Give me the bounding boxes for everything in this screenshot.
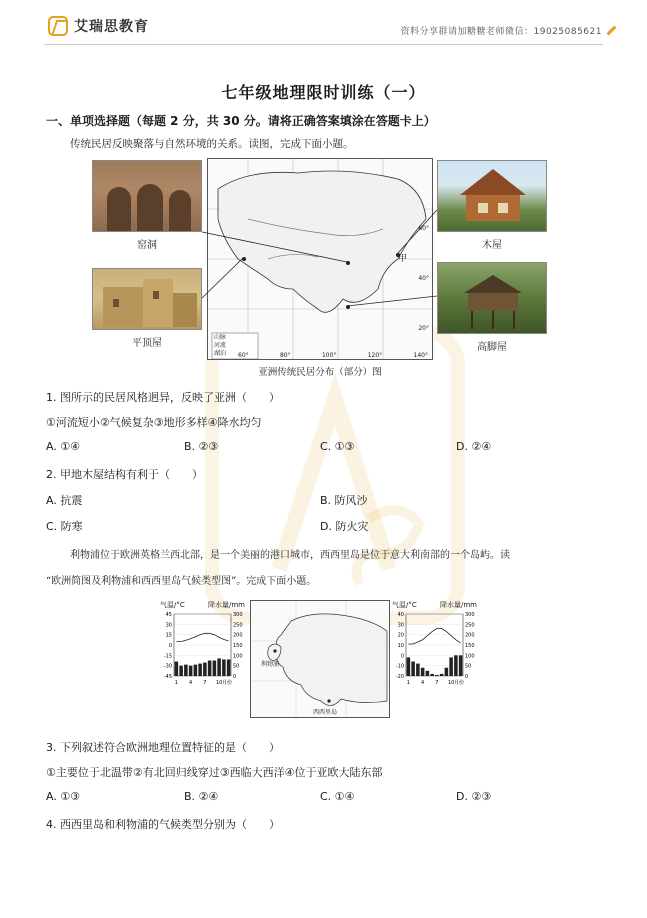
x-tick: 1: [406, 680, 410, 686]
precip-bar: [445, 668, 449, 676]
lat-label: 60°: [418, 225, 429, 232]
y-tick-right: 0: [233, 674, 237, 680]
y-tick-left: 15: [165, 632, 172, 639]
precip-bar: [407, 657, 411, 676]
temperature-line: [408, 629, 460, 645]
photo-caption-flat: 平顶屋: [132, 338, 162, 349]
legend-mountain: 山脉: [214, 334, 227, 341]
y-tick-right: 100: [233, 653, 243, 660]
lon-label: 140°: [413, 352, 428, 359]
q1-option-b[interactable]: B. ②③: [184, 440, 219, 453]
question-3-stem: 3. 下列叙述符合欧洲地理位置特征的是（ ）: [46, 741, 280, 754]
precip-bar: [198, 664, 202, 676]
legend-river: 河流: [214, 342, 227, 349]
lon-label: 120°: [367, 352, 383, 359]
y-tick-left: -45: [163, 674, 172, 680]
precip-bar: [194, 665, 198, 676]
y-tick-left: 30: [165, 622, 172, 629]
precip-bar: [208, 661, 212, 677]
precip-bar: [217, 658, 221, 676]
precip-bar: [179, 666, 183, 676]
precip-bar: [189, 666, 193, 676]
y-tick-left: 20: [397, 632, 404, 639]
y-tick-left: -20: [395, 674, 404, 680]
x-tick: 4: [189, 680, 193, 686]
europe-map: [250, 600, 390, 718]
y-tick-right: 200: [465, 632, 475, 639]
contact-text: 资料分享群请加糖糖老师微信：19025085621: [400, 27, 602, 37]
intro-text-2b: “欧洲简图及利物浦和西西里岛气候类型图”。完成下面小题。: [46, 576, 317, 587]
precip-bar: [421, 668, 425, 676]
brand-name: 艾瑞思教育: [74, 19, 149, 35]
precip-bar: [440, 674, 444, 676]
q1-option-d[interactable]: D. ②④: [456, 440, 492, 453]
map-label-sicily: 西西里岛: [313, 709, 338, 716]
q2-option-d[interactable]: D. 防火灾: [320, 520, 369, 533]
photo-caption-stilt: 高脚屋: [477, 342, 507, 353]
intro-text-1: 传统民居反映聚落与自然环境的关系。读图，完成下面小题。: [70, 138, 354, 150]
precip-bar: [449, 657, 453, 676]
page-title: 七年级地理限时训练（一）: [221, 83, 426, 102]
lat-label: 20°: [418, 325, 429, 332]
question-1-items: ①河流短小②气候复杂③地形多样④降水均匀: [46, 416, 262, 429]
q2-option-b[interactable]: B. 防风沙: [320, 494, 368, 507]
precip-bar: [213, 661, 217, 677]
chart-ylabel-right: 降水量/mm: [208, 601, 245, 609]
y-tick-left: -15: [163, 653, 172, 660]
precip-bar: [454, 655, 458, 676]
y-tick-left: 0: [400, 653, 404, 660]
lon-label: 80°: [279, 352, 291, 359]
x-tick: 1: [174, 680, 178, 686]
lat-label: 40°: [418, 275, 429, 282]
q3-option-d[interactable]: D. ②③: [456, 790, 492, 803]
photo-pointer-lines: [0, 0, 647, 400]
y-tick-right: 300: [233, 612, 243, 618]
map-label-liverpool: 利物浦: [261, 661, 280, 668]
question-4-stem: 4. 西西里岛和利物浦的气候类型分别为（ ）: [46, 818, 280, 831]
y-tick-right: 250: [233, 622, 243, 629]
precip-bar: [459, 655, 463, 676]
y-tick-left: -10: [395, 663, 404, 670]
question-2-stem: 2. 甲地木屋结构有利于（ ）: [46, 468, 203, 481]
precip-bar: [175, 662, 179, 676]
y-tick-right: 300: [465, 612, 475, 618]
legend-lake: 湖泊: [214, 350, 227, 357]
q2-option-c[interactable]: C. 防寒: [46, 520, 83, 533]
q3-option-a[interactable]: A. ①③: [46, 790, 81, 803]
y-tick-left: 10: [397, 643, 404, 649]
x-tick: 10: [215, 680, 223, 686]
q1-option-a[interactable]: A. ①④: [46, 440, 81, 453]
y-tick-right: 100: [465, 653, 475, 660]
precip-bar: [203, 663, 207, 676]
precip-bar: [435, 675, 439, 676]
photo-caption-wood: 木屋: [482, 240, 502, 251]
y-tick-left: 30: [397, 622, 404, 629]
x-tick: 4: [421, 680, 425, 686]
y-tick-right: 250: [465, 622, 475, 629]
y-tick-right: 50: [465, 663, 472, 670]
intro-text-2a: 利物浦位于欧洲英格兰西北部，是一个美丽的港口城市，西西里岛是位于意大利南部的一个岛屿。读: [70, 550, 510, 561]
q3-option-b[interactable]: B. ②④: [184, 790, 219, 803]
question-1-stem: 1. 图所示的民居风格迥异，反映了亚洲（ ）: [46, 391, 280, 404]
x-tick: 月份: [221, 680, 233, 686]
precip-bar: [184, 665, 188, 676]
x-tick: 7: [435, 680, 439, 686]
y-tick-left: -30: [163, 663, 172, 670]
map-caption: 亚洲传统民居分布（部分）图: [258, 367, 382, 378]
precip-bar: [426, 671, 430, 676]
map-label-jia: 甲: [398, 254, 408, 264]
x-tick: 7: [203, 680, 207, 686]
q2-option-a[interactable]: A. 抗震: [46, 494, 83, 507]
y-tick-left: 45: [165, 612, 172, 618]
precip-bar: [416, 664, 420, 676]
sicily-climate-plot: [392, 610, 477, 690]
x-tick: 月份: [453, 680, 465, 686]
liverpool-climate-chart: [160, 600, 245, 692]
chart-ylabel-right: 降水量/mm: [440, 601, 477, 609]
precip-bar: [411, 662, 415, 676]
y-tick-right: 0: [465, 674, 469, 680]
y-tick-right: 150: [465, 643, 475, 649]
q3-option-c[interactable]: C. ①④: [320, 790, 355, 803]
photo-caption-cave: 窑洞: [137, 240, 157, 251]
x-tick: 10: [447, 680, 455, 686]
y-tick-left: 0: [168, 643, 172, 649]
liverpool-climate-plot: [160, 610, 245, 690]
precip-bar: [222, 659, 226, 676]
chart-ylabel-left: 气温/°C: [392, 601, 417, 609]
lon-label: 100°: [321, 352, 337, 359]
q1-option-c[interactable]: C. ①③: [320, 440, 355, 453]
lon-label: 60°: [238, 352, 249, 359]
y-tick-left: 40: [397, 612, 404, 618]
y-tick-right: 150: [233, 643, 243, 649]
chart-ylabel-left: 气温/°C: [160, 601, 185, 609]
section-heading: 一、单项选择题（每题 2 分，共 30 分。请将正确答案填涂在答题卡上）: [46, 114, 436, 128]
question-3-items: ①主要位于北温带②有北回归线穿过③西临大西洋④位于亚欧大陆东部: [46, 766, 383, 779]
precip-bar: [227, 659, 231, 676]
precip-bar: [430, 674, 434, 676]
y-tick-right: 200: [233, 632, 243, 639]
y-tick-right: 50: [233, 663, 240, 670]
sicily-climate-chart: [392, 600, 477, 692]
